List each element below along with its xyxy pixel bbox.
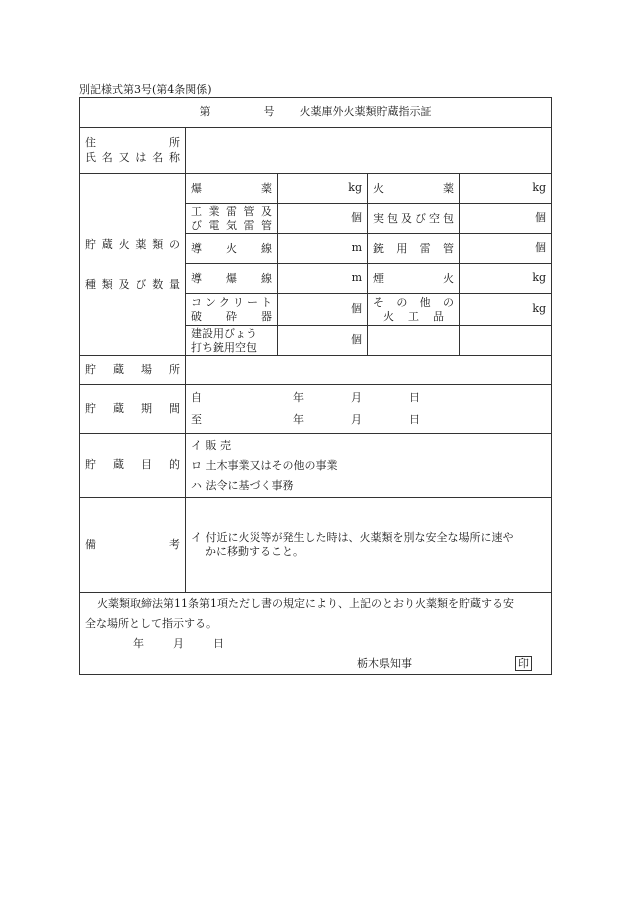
storage-item-label: 爆薬 xyxy=(186,174,278,204)
address-row xyxy=(80,128,552,174)
storage-item-label: 導爆線 xyxy=(186,264,278,294)
storage-item-label: 工業雷管及 び電気雷管 xyxy=(186,204,278,234)
address-value[interactable] xyxy=(186,128,552,174)
storage-label-cell xyxy=(80,174,186,356)
storage-item-unit[interactable]: m xyxy=(278,264,368,294)
address-label-cell xyxy=(80,128,186,174)
header-gou: 号 xyxy=(263,105,275,119)
issue-date xyxy=(85,634,546,654)
storage-item-unit[interactable]: 個 xyxy=(460,234,552,264)
period-to-line xyxy=(191,409,546,431)
purpose-item[interactable]: イ 販 売 xyxy=(191,438,231,452)
period-row xyxy=(80,385,552,434)
period-day: 日 xyxy=(409,391,420,404)
remarks-value xyxy=(186,498,552,593)
purpose-row xyxy=(80,434,552,498)
period-from: 自 xyxy=(191,391,202,404)
period-month: 月 xyxy=(351,391,362,404)
address-label-line1: 住所 xyxy=(85,136,180,150)
remarks-text-line2: かに移動すること。 xyxy=(205,545,304,558)
header-row xyxy=(80,98,552,128)
place-row xyxy=(80,356,552,385)
storage-item-unit[interactable]: kg xyxy=(460,294,552,326)
storage-item-unit[interactable]: 個 xyxy=(278,326,368,356)
storage-item-label: コンクリート 破砕器 xyxy=(186,294,278,326)
storage-row xyxy=(80,174,552,204)
storage-item-label xyxy=(368,326,460,356)
header-dai: 第 xyxy=(199,105,211,119)
period-from-line xyxy=(191,387,546,409)
storage-label-line1: 貯蔵火薬類の xyxy=(85,237,180,251)
storage-item-label: 建設用びょう 打ち銃用空包 xyxy=(186,326,278,356)
form-caption: 別記様式第3号(第4条関係) xyxy=(79,83,212,96)
place-label: 貯蔵場所 xyxy=(80,356,186,385)
period-value-cell[interactable] xyxy=(186,385,552,434)
storage-item-unit[interactable]: 個 xyxy=(278,294,368,326)
storage-item-label: その他の 火工品 xyxy=(368,294,460,326)
page-title: 火薬庫外火薬類貯蔵指示証 xyxy=(299,105,432,119)
period-to: 至 xyxy=(191,413,202,426)
issue-date-year: 年 xyxy=(133,636,144,650)
storage-item-unit[interactable]: 個 xyxy=(460,204,552,234)
header-cell xyxy=(80,98,552,128)
issuer-line xyxy=(85,654,546,674)
period-day: 日 xyxy=(409,413,420,426)
storage-item-label: 実包及び空包 xyxy=(368,204,460,234)
storage-item-label: 導火線 xyxy=(186,234,278,264)
remarks-row xyxy=(80,498,552,593)
remarks-text-line1: イ 付近に火災等が発生した時は、火薬類を別な安全な場所に速や xyxy=(191,530,514,544)
issue-date-day: 日 xyxy=(213,636,224,650)
statement-line2: 全な場所として指示する。 xyxy=(85,616,217,630)
seal-stamp: 印 xyxy=(515,656,532,671)
remarks-label: 備考 xyxy=(80,498,186,593)
issue-date-month: 月 xyxy=(173,636,184,650)
purpose-item[interactable]: ハ 法令に基づく事務 xyxy=(191,478,294,492)
storage-item-unit[interactable] xyxy=(460,326,552,356)
purpose-label: 貯蔵目的 xyxy=(80,434,186,498)
storage-item-unit[interactable]: kg xyxy=(278,174,368,204)
address-label-line2: 氏名又は名称 xyxy=(85,150,180,164)
storage-item-label: 銃用雷管 xyxy=(368,234,460,264)
place-value[interactable] xyxy=(186,356,552,385)
period-month: 月 xyxy=(351,413,362,426)
storage-item-unit[interactable]: m xyxy=(278,234,368,264)
statement-line1: 火薬類取締法第11条第1項ただし書の規定により、上記のとおり火薬類を貯蔵する安 xyxy=(97,596,514,610)
period-label: 貯蔵期間 xyxy=(80,385,186,434)
storage-item-unit[interactable]: 個 xyxy=(278,204,368,234)
purpose-list xyxy=(186,434,552,498)
footer-cell xyxy=(80,593,552,675)
storage-item-unit[interactable]: kg xyxy=(460,264,552,294)
footer-row xyxy=(80,593,552,675)
storage-item-label: 火薬 xyxy=(368,174,460,204)
period-year: 年 xyxy=(293,391,304,404)
issuer-name: 栃木県知事 xyxy=(357,656,413,670)
storage-label-line2: 種類及び数量 xyxy=(85,277,180,291)
permit-form-table xyxy=(79,97,552,675)
storage-item-unit[interactable]: kg xyxy=(460,174,552,204)
storage-item-label: 煙火 xyxy=(368,264,460,294)
purpose-item[interactable]: ロ 土木事業又はその他の事業 xyxy=(191,458,338,472)
period-year: 年 xyxy=(293,413,304,426)
